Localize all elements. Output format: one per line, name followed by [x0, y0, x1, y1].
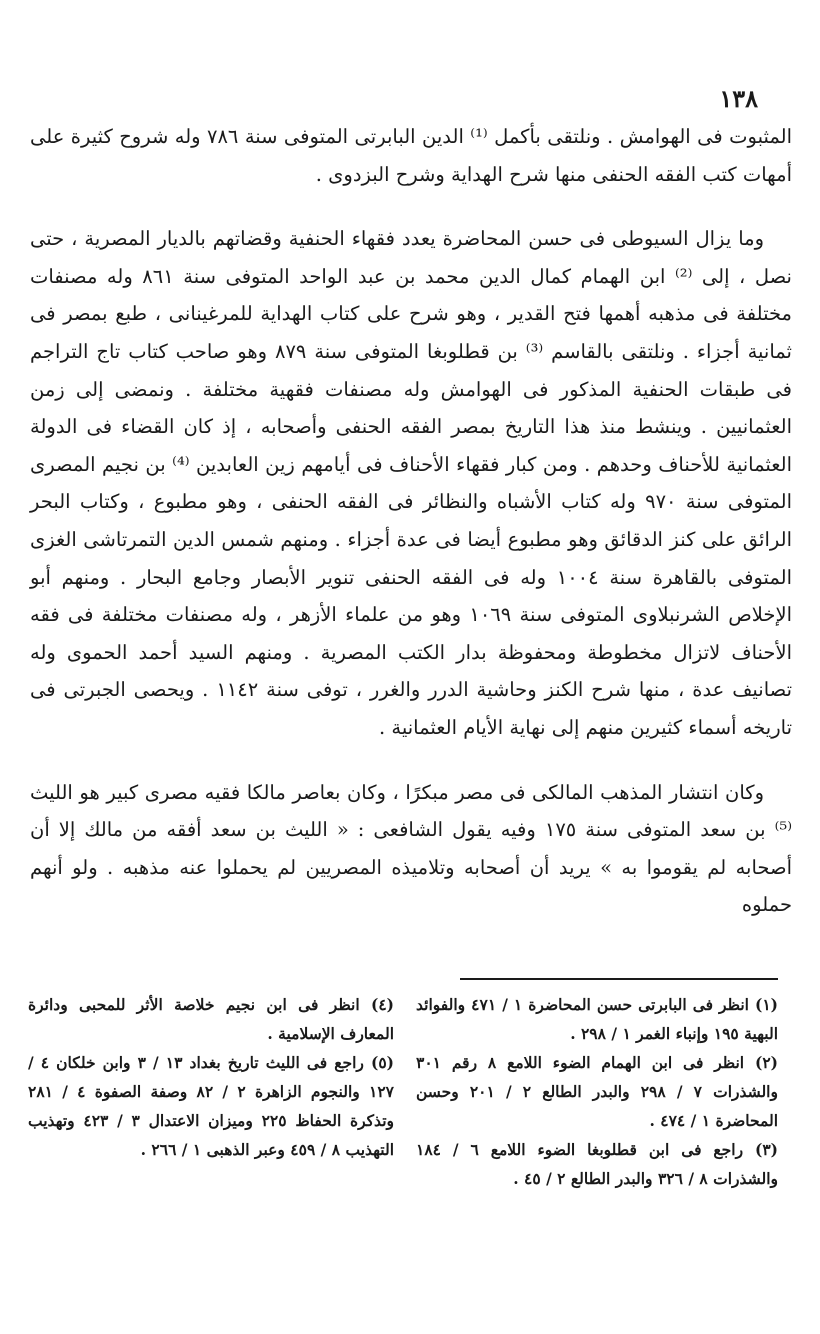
footnote-2: (٢) انظر فى ابن الهمام الضوء اللامع ٨ رقم ٣٠١ والشذرات ٧ / ٢٩٨ والبدر الطالع ٢ / ٢٠١ وحسن المحاضرة ١ / ٤٧٤ .: [416, 1053, 778, 1130]
paragraph-maliki-school: وكان انتشار المذهب المالكى فى مصر مبكرًا ، وكان بعاصر مالكا فقيه مصرى كبير هو الليث ⁽⁵⁾ بن سعد المتوفى سنة ١٧٥ وفيه يقول الشافعى : « الليث بن سعد أفقه من مالك إلا أن أصحابه لم يقوموا به » يريد أن أصحابه وتلاميذه المصريين لم يحملوا عنه مذهبه . ولو أنهم حملوه: [30, 780, 792, 917]
page-number: ١٣٨: [719, 84, 758, 113]
footnote-divider: [460, 978, 778, 980]
footnotes-right-column: [416, 990, 778, 1193]
footnote-5: (٥) راجع فى الليث تاريخ بغداد ١٣ / ٣ وابن خلكان ٤ / ١٢٧ والنجوم الزاهرة ٢ / ٨٢ وصفة الصفوة ٤ / ٢٨١ وتذكرة الحفاظ ٢٢٥ وميزان الاعتدال ٣ / ٤٢٣ وتهذيب التهذيب ٨ / ٤٥٩ وعبر الذهبى ١ / ٢٦٦ .: [28, 1053, 394, 1159]
paragraph-continuation: المثبوت فى الهوامش . ونلتقى بأكمل ⁽¹⁾ الدين البابرتى المتوفى سنة ٧٨٦ وله شروح كثيرة على أمهات كتب الفقه الحنفى منها شرح الهداية وشرح البزدوى .: [30, 125, 792, 186]
footnotes-left-column: [28, 990, 394, 1164]
footnote-1: (١) انظر فى البابرتى حسن المحاضرة ١ / ٤٧١ والفوائد البهية ١٩٥ وإنباء الغمر ١ / ٢٩٨ .: [416, 995, 778, 1043]
footnote-3: (٣) راجع فى ابن قطلوبغا الضوء اللامع ٦ / ١٨٤ والشذرات ٨ / ٣٢٦ والبدر الطالع ٢ / ٤٥ .: [416, 1140, 778, 1188]
footnote-4: (٤) انظر فى ابن نجيم خلاصة الأثر للمحبى ودائرة المعارف الإسلامية .: [28, 995, 394, 1043]
paragraph-hanafi-jurists: وما يزال السيوطى فى حسن المحاضرة يعدد فقهاء الحنفية وقضاتهم بالديار المصرية ، حتى نصل ، إلى ⁽²⁾ ابن الهمام كمال الدين محمد بن عبد الواحد المتوفى سنة ٨٦١ وله مصنفات مختلفة فى مذهبه أهمها فتح القدير ، وهو شرح على كتاب الهداية للمرغينانى ، طبع بمصر فى ثمانية أجزاء . ونلتقى بالقاسم ⁽³⁾ بن قطلوبغا المتوفى سنة ٨٧٩ وهو صاحب كتاب تاج التراجم فى طبقات الحنفية المذكور فى الهوامش وله مصنفات فقهية مختلفة . ونمضى إلى زمن العثمانيين . وينشط منذ هذا التاريخ بمصر الفقه الحنفى وأصحابه ، إذ كان القضاء فى الدولة العثمانية للأحناف وحدهم . ومن كبار فقهاء الأحناف فى أيامهم زين العابدين ⁽⁴⁾ بن نجيم المصرى المتوفى سنة ٩٧٠ وله كتاب الأشباه والنظائر فى الفقه الحنفى ، وهو مطبوع ، وكتاب البحر الرائق على كنز الدقائق وهو مطبوع أيضا فى عدة أجزاء . ومنهم شمس الدين التمرتاشى الغزى المتوفى بالقاهرة سنة ١٠٠٤ وله فى الفقه الحنفى تنوير الأبصار وجامع البحار . ومنهم أبو الإخلاص الشرنبلاوى المتوفى سنة ١٠٦٩ وهو من علماء الأزهر ، وله مصنفات مختلفة فى فقه الأحناف لاتزال مخطوطة ومحفوظة بدار الكتب المصرية . ومنهم السيد أحمد الحموى وله تصانيف عدة ، منها شرح الكنز وحاشية الدرر والغرر ، توفى سنة ١١٤٢ . ويحصى الجبرتى فى تاريخه أسماء كثيرين منهم إلى نهاية الأيام العثمانية .: [30, 227, 792, 739]
main-text: [30, 118, 792, 924]
